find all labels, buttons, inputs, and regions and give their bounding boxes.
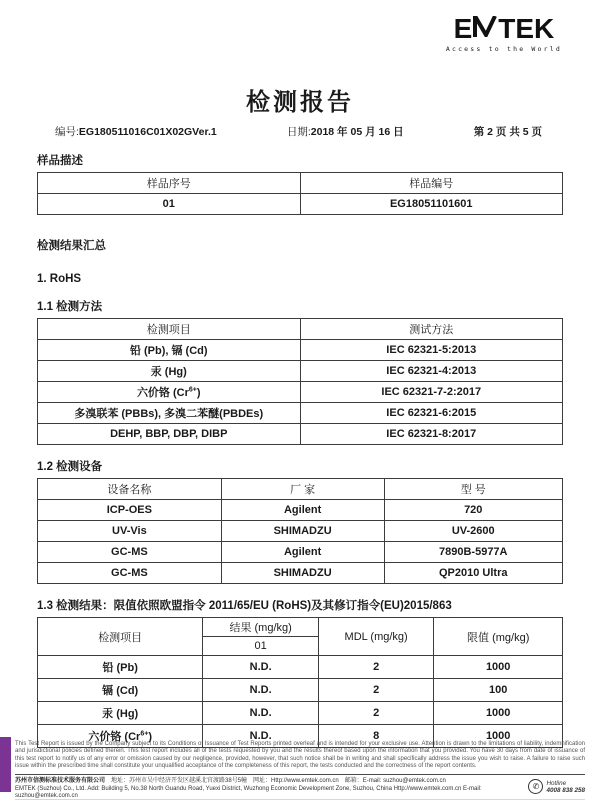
column-header: 检测项目 [38, 618, 203, 656]
logo-text-left: E [453, 13, 473, 44]
table-cell: IEC 62321-8:2017 [300, 424, 563, 445]
table-cell: ICP-OES [38, 500, 222, 521]
table-cell: IEC 62321-7-2:2017 [300, 382, 563, 403]
column-header: 型 号 [384, 479, 563, 500]
method-table [37, 318, 563, 445]
table-row [38, 194, 563, 215]
report-meta-row [55, 124, 542, 139]
table-row [38, 340, 563, 361]
table-row [38, 656, 563, 679]
table-cell: 汞 (Hg) [38, 361, 301, 382]
table-cell: 2 [318, 679, 434, 702]
purple-accent-bar [0, 737, 11, 792]
table-cell: SHIMADZU [221, 563, 384, 584]
sample-description-heading: 样品描述 [37, 155, 83, 167]
table-cell: Agilent [221, 542, 384, 563]
table-cell: 2 [318, 656, 434, 679]
table-header-row [38, 173, 563, 194]
emtek-logo-text [446, 13, 562, 44]
table-cell: N.D. [203, 656, 319, 679]
page-indicator: 第 2 页 共 5 页 [473, 126, 542, 138]
footer-disclaimer: This Test Report is issued by the Company subject to its Conditions of Issuance of Test Reports printed overleaf and is intended for your exclusive use. Attention is drawn to the limitations of liability, indemnification and jurisdictional policies defined therein. This test report includes all of the tests requested by you and the results thereof based upon the information that you provided. You have 30 days from date of issuance of this test report to notify us of any error or omission caused by our negligence, provided, however, that such notice shall be in writing and shall specifically address the issue you wish to raise. A failure to raise such issue within the prescribed time shall constitute your unqualified acceptance of the completeness of this report, the tests conducted and the correctness of the report contents. [15, 741, 585, 769]
table-row [38, 403, 563, 424]
method-heading: 1.1 检测方法 [37, 301, 103, 313]
table-cell: IEC 62321-4:2013 [300, 361, 563, 382]
table-cell: N.D. [203, 679, 319, 702]
table-cell: 六价铬 $(Cr^{6+})$ [38, 725, 203, 748]
table-row [38, 424, 563, 445]
footer-info [15, 778, 585, 801]
column-header: 厂 家 [221, 479, 384, 500]
sample-id-header: 01 [203, 637, 319, 656]
phone-icon: ✆ [528, 779, 543, 794]
table-cell: IEC 62321-6:2015 [300, 403, 563, 424]
table-cell: 多溴联苯 (PBBs), 多溴二苯醚(PBDEs) [38, 403, 301, 424]
table-cell: UV-2600 [384, 521, 563, 542]
table-header-row [38, 618, 563, 637]
column-header: 限值 (mg/kg) [434, 618, 563, 656]
equipment-heading: 1.2 检测设备 [37, 461, 103, 473]
table-cell: 六价铬 $(Cr^{6+})$ [38, 382, 301, 403]
table-cell: SHIMADZU [221, 521, 384, 542]
column-header: 样品编号 [300, 173, 563, 194]
company-info [15, 778, 507, 801]
table-row [38, 679, 563, 702]
table-cell: 01 [38, 194, 301, 215]
table-cell: 铅 (Pb) [38, 656, 203, 679]
sample-table [37, 172, 563, 215]
table-cell: EG18051101601 [300, 194, 563, 215]
table-cell: 100 [434, 679, 563, 702]
column-header: 检测项目 [38, 319, 301, 340]
column-header: 结果 (mg/kg) [203, 618, 319, 637]
column-header: 样品序号 [38, 173, 301, 194]
table-row [38, 542, 563, 563]
table-row [38, 702, 563, 725]
table-cell: DEHP, BBP, DBP, DIBP [38, 424, 301, 445]
column-header: 设备名称 [38, 479, 222, 500]
table-cell: 汞 (Hg) [38, 702, 203, 725]
table-cell: IEC 62321-5:2013 [300, 340, 563, 361]
table-cell: 2 [318, 702, 434, 725]
emtek-logo [445, 13, 562, 53]
table-cell: GC-MS [38, 563, 222, 584]
table-cell: 8 [318, 725, 434, 748]
footer-divider [15, 774, 585, 775]
table-row [38, 563, 563, 584]
table-cell: UV-Vis [38, 521, 222, 542]
hotline [528, 779, 585, 794]
logo-text-right: TEK [498, 13, 555, 44]
table-header-row [38, 479, 563, 500]
page-footer [15, 741, 585, 801]
results-heading: 1.3 检测结果：限值依照欧盟指令 2011/65/EU (RoHS)及其修订指令(EU)2015/863 [37, 600, 452, 612]
test-summary-heading: 检测结果汇总 [37, 240, 106, 252]
report-number: 编号:EG180511016C01X02GVer.1 [55, 126, 217, 138]
table-cell: 1000 [434, 725, 563, 748]
report-date: 日期:2018 年 05 月 16 日 [286, 126, 404, 138]
table-row [38, 521, 563, 542]
table-cell: 720 [384, 500, 563, 521]
table-cell: N.D. [203, 725, 319, 748]
table-row [38, 382, 563, 403]
report-title: 检测报告 [246, 89, 354, 116]
table-header-row [38, 319, 563, 340]
results-table [37, 617, 563, 748]
rohs-heading: 1. RoHS [37, 273, 82, 285]
column-header: MDL (mg/kg) [318, 618, 434, 656]
company-info-cn: 苏州市信测标准技术服务有限公司 地址：苏州市吴中经济开发区越溪北官渡路38号5幢 网址：Http://www.emtek.com.cn 邮箱：E-mail: suzhou@emtek.com.cn [15, 778, 446, 785]
company-info-en: EMTEK (Suzhou) Co., Ltd. Add: Building 5, No.38 North Guandu Road, Yuexi District, Wuzhong Economic Development Zone, Suzhou, China Http://www.emtek.com.cn E-mail: suzhou@emtek.com.cn [15, 785, 482, 800]
table-cell: N.D. [203, 702, 319, 725]
table-cell: QP2010 Ultra [384, 563, 563, 584]
table-row [38, 361, 563, 382]
column-header: 测试方法 [300, 319, 563, 340]
table-cell: 镉 (Cd) [38, 679, 203, 702]
table-cell: 1000 [434, 702, 563, 725]
table-cell: GC-MS [38, 542, 222, 563]
hotline-text: Hotline 4008 838 258 [546, 779, 585, 794]
table-cell: 1000 [434, 656, 563, 679]
table-row [38, 500, 563, 521]
equipment-table [37, 478, 563, 584]
logo-tagline: Access to the World [445, 45, 562, 53]
table-cell: 7890B-5977A [384, 542, 563, 563]
bottom-rule [15, 799, 585, 800]
table-cell: Agilent [221, 500, 384, 521]
table-cell: 铅 (Pb), 镉 (Cd) [38, 340, 301, 361]
logo-m-icon [472, 16, 498, 42]
